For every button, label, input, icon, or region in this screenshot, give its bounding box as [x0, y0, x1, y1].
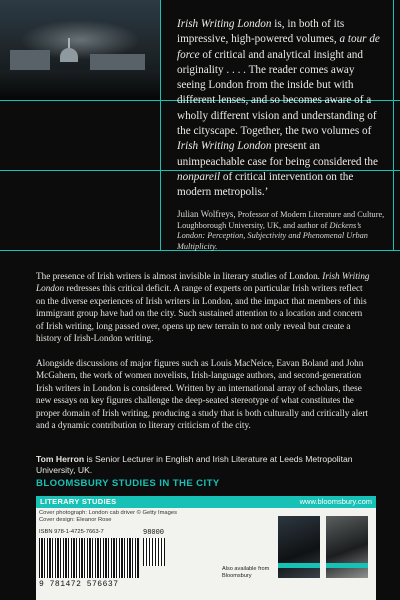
related-book-thumbnail [326, 516, 368, 578]
grid-line-vertical [393, 0, 394, 250]
london-skyline-photo [0, 0, 160, 100]
editor-bio: Tom Herron is Senior Lecturer in English and Irish Literature at Leeds Metropolitan University, UK. [36, 454, 353, 475]
quote-attribution: Julian Wolfreys, Professor of Modern Literature and Culture, Loughborough University, UK, and author of Dickens’s London: Perception, Subjectivity and Phenomenal Urban Multiplicity. [177, 209, 385, 251]
publisher-url: www.bloomsbury.com [299, 497, 372, 506]
price-code: 98000 [143, 529, 165, 537]
isbn-barcode [39, 538, 139, 578]
cover-credits: Cover photograph: London cab driver © Getty Images Cover design: Eleanor Rose [39, 510, 177, 523]
barcode-digits: 9 781472 576637 [39, 580, 119, 589]
description-paragraph-2: Alongside discussions of major figures such as Louis MacNeice, Eavan Boland and John McGahern, the work of women novelists, Irish-language authors, and second-generation Irish writers in London is considered. Written by an international array of scholars, these new essays on key figures challenge the deep-seated stereotype of what constitutes the proper domain of Irish writing, producing a study that is both culturally and critically alert and a dynamic contribution to literary criticism of the city. [36, 358, 368, 431]
grid-line-vertical [160, 0, 161, 250]
category-label: LITERARY STUDIES [40, 497, 117, 506]
price-barcode [143, 538, 165, 566]
also-available-label: Also available from Bloomsbury [222, 566, 270, 579]
review-quote: Irish Writing London is, in both of its impressive, high-powered volumes, a tour de force of critical and analytical insight and originality . . . . The reader comes away seeing London from the inside but with different lenses, and so becomes aware of a wholly different vision and understanding of the cityscape. Together, the two volumes of Irish Writing London present an unimpeachable case for being considered the nonpareil of critical intervention on the modern metropolis.’ [177, 18, 380, 199]
publisher-panel [36, 496, 376, 600]
related-book-thumbnail [278, 516, 320, 578]
panel-header-bar [36, 496, 376, 508]
series-title: BLOOMSBURY STUDIES IN THE CITY [36, 478, 220, 489]
description-paragraph-1: The presence of Irish writers is almost invisible in literary studies of London. Irish Writing London redresses this critical deficit. A range of experts on particular Irish writers reflect on the diverse experiences of Irish writers in London, and the impact that members of this immigrant group have had on the city. Such sustained attention to a location and concern of Irish writing, long passed over, opens up new terrain to not only reveal but create a history of Irish-London writing. [36, 271, 370, 344]
isbn-label: ISBN 978-1-4725-7663-7 [39, 529, 104, 535]
